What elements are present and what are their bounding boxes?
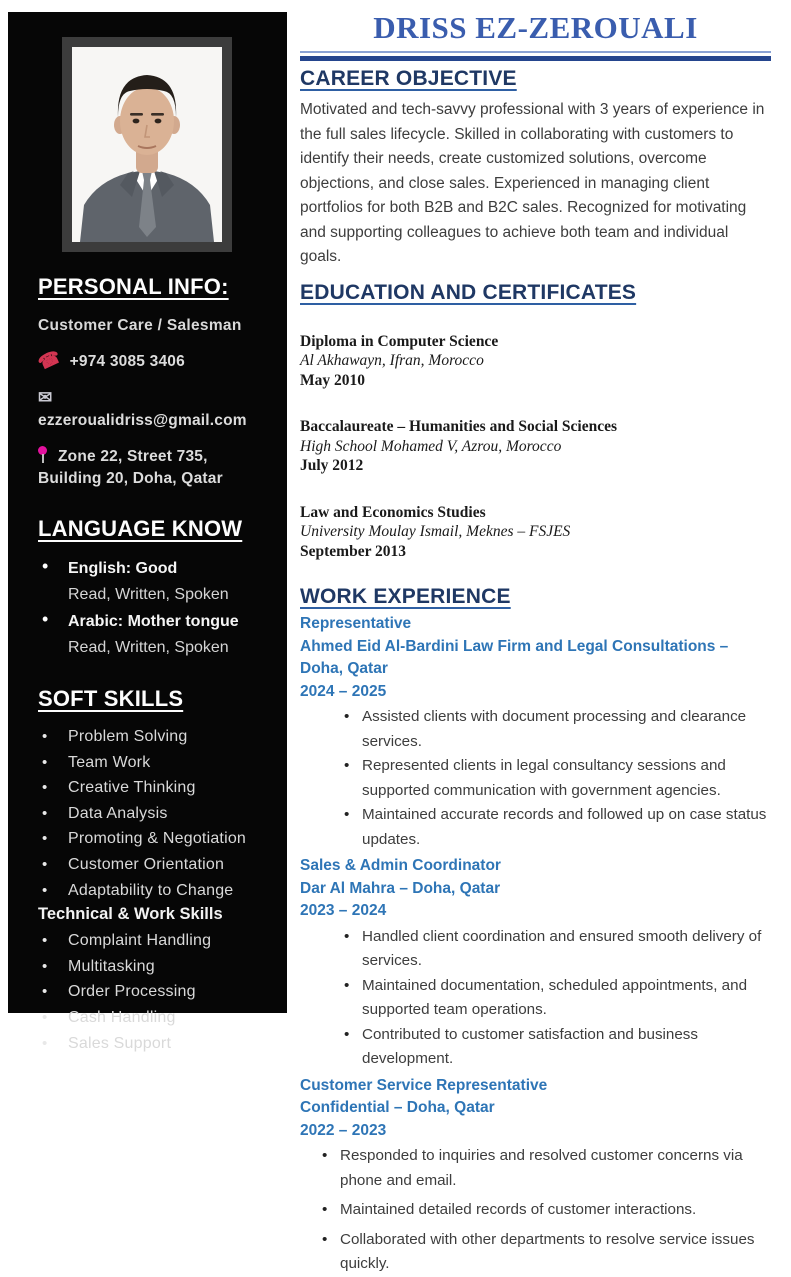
skill-item: • Data Analysis — [38, 801, 269, 827]
school: University Moulay Ismail, Meknes – FSJES — [300, 523, 571, 540]
job-bullet-list — [338, 705, 771, 852]
skill-item: • Promoting & Negotiation — [38, 826, 269, 852]
job-title: Customer Service Representative — [300, 1076, 548, 1094]
address-text: Zone 22, Street 735, Building 20, Doha, Qatar — [38, 448, 223, 487]
email-address: ezzeroualidriss@gmail.com — [38, 412, 247, 429]
job-entry — [300, 855, 771, 1072]
job-bullet-list — [316, 1144, 771, 1277]
language-item — [38, 556, 269, 607]
soft-skills-heading: SOFT SKILLS — [38, 686, 184, 711]
job-company: Dar Al Mahra – Doha, Qatar — [300, 879, 501, 897]
skill-item: • Adaptability to Change — [38, 878, 269, 904]
phone-number: +974 3085 3406 — [69, 353, 185, 370]
job-bullet: • Maintained detailed records of customer interactions. — [316, 1198, 771, 1223]
address-row — [38, 446, 269, 490]
education-heading: EDUCATION AND CERTIFICATES — [300, 280, 637, 304]
skill-item: • Complaint Handling — [38, 928, 269, 954]
job-bullet: • Assisted clients with document processing and clearance services. — [338, 705, 771, 754]
soft-skills-list — [38, 724, 269, 903]
job-bullet: • Maintained accurate records and followed up on case status updates. — [338, 803, 771, 852]
school: Al Akhawayn, Ifran, Morocco — [300, 352, 484, 369]
job-bullet: • Responded to inquiries and resolved customer concerns via phone and email. — [316, 1144, 771, 1193]
skill-item: • Sales Support — [38, 1031, 269, 1057]
career-objective-heading: CAREER OBJECTIVE — [300, 67, 517, 90]
language-detail: Read, Written, Spoken — [68, 639, 229, 656]
language-list — [38, 556, 269, 660]
title-divider — [300, 51, 771, 61]
page-title: DRISS EZ-ZEROUALI — [373, 10, 698, 45]
skill-item: • Team Work — [38, 750, 269, 776]
skill-item: • Multitasking — [38, 954, 269, 980]
job-company: Confidential – Doha, Qatar — [300, 1099, 495, 1116]
language-item — [38, 609, 269, 660]
job-dates: 2024 – 2025 — [300, 682, 387, 700]
personal-info-heading: PERSONAL INFO: — [38, 274, 229, 299]
job-title: Sales & Admin Coordinator — [300, 857, 501, 874]
job-dates: 2022 – 2023 — [300, 1121, 387, 1139]
education-entry — [300, 332, 771, 391]
job-bullet: • Collaborated with other departments to resolve service issues quickly. — [316, 1228, 771, 1277]
job-company: Ahmed Eid Al-Bardini Law Firm and Legal Consultations – Doha, Qatar — [300, 637, 729, 677]
skill-item: • Creative Thinking — [38, 775, 269, 801]
job-entry — [300, 1075, 771, 1277]
job-bullet: • Represented clients in legal consultancy sessions and supported communication with government agencies. — [338, 754, 771, 803]
profile-photo — [62, 37, 232, 252]
phone-icon: ☎ — [34, 346, 64, 374]
education-entry — [300, 417, 771, 476]
date: July 2012 — [300, 457, 364, 474]
degree: Diploma in Computer Science — [300, 332, 499, 350]
technical-skills-list — [38, 928, 269, 1056]
language-detail: Read, Written, Spoken — [68, 586, 229, 603]
skill-item: • Cash Handling — [38, 1005, 269, 1031]
job-bullet: • Maintained documentation, scheduled appointments, and supported team operations. — [338, 974, 771, 1023]
job-dates: 2023 – 2024 — [300, 902, 387, 919]
career-objective-text: Motivated and tech-savvy professional with 3 years of experience in the full sales lifecycle. Skilled in collaborating with customers to identify their needs, create customized solutions, overcome objections, and close sales. Experienced in managing client portfolios for both B2B and B2C sales. Recognized for motivating and supporting colleagues to achieve both team and individual goals. — [300, 101, 765, 265]
school: High School Mohamed V, Azrou, Morocco — [300, 437, 562, 455]
job-title: Representative — [300, 615, 412, 632]
mail-icon: ✉ — [38, 388, 53, 407]
location-icon — [38, 446, 48, 464]
language-name: • English: Good — [68, 560, 178, 577]
degree: Law and Economics Studies — [300, 503, 486, 521]
work-experience-heading: WORK EXPERIENCE — [300, 585, 511, 608]
job-entry — [300, 613, 771, 852]
date: May 2010 — [300, 371, 366, 389]
language-name: • Arabic: Mother tongue — [68, 613, 239, 630]
main-content — [287, 0, 791, 1272]
portrait-illustration — [72, 47, 222, 242]
skill-item: • Problem Solving — [38, 724, 269, 750]
degree: Baccalaureate – Humanities and Social Sciences — [300, 418, 618, 435]
date: September 2013 — [300, 542, 407, 560]
skill-item: • Order Processing — [38, 979, 269, 1005]
job-bullet: • Contributed to customer satisfaction and business development. — [338, 1023, 771, 1072]
language-heading: LANGUAGE KNOW — [38, 516, 243, 541]
education-entry — [300, 503, 771, 562]
job-bullet-list — [338, 925, 771, 1072]
role-text: Customer Care / Salesman — [38, 317, 242, 334]
phone-row — [34, 346, 269, 374]
skill-item: • Customer Orientation — [38, 852, 269, 878]
email-row — [38, 387, 269, 432]
sidebar — [8, 12, 287, 1052]
technical-skills-subheading: Technical & Work Skills — [38, 905, 223, 924]
job-bullet: • Handled client coordination and ensured smooth delivery of services. — [338, 925, 771, 974]
